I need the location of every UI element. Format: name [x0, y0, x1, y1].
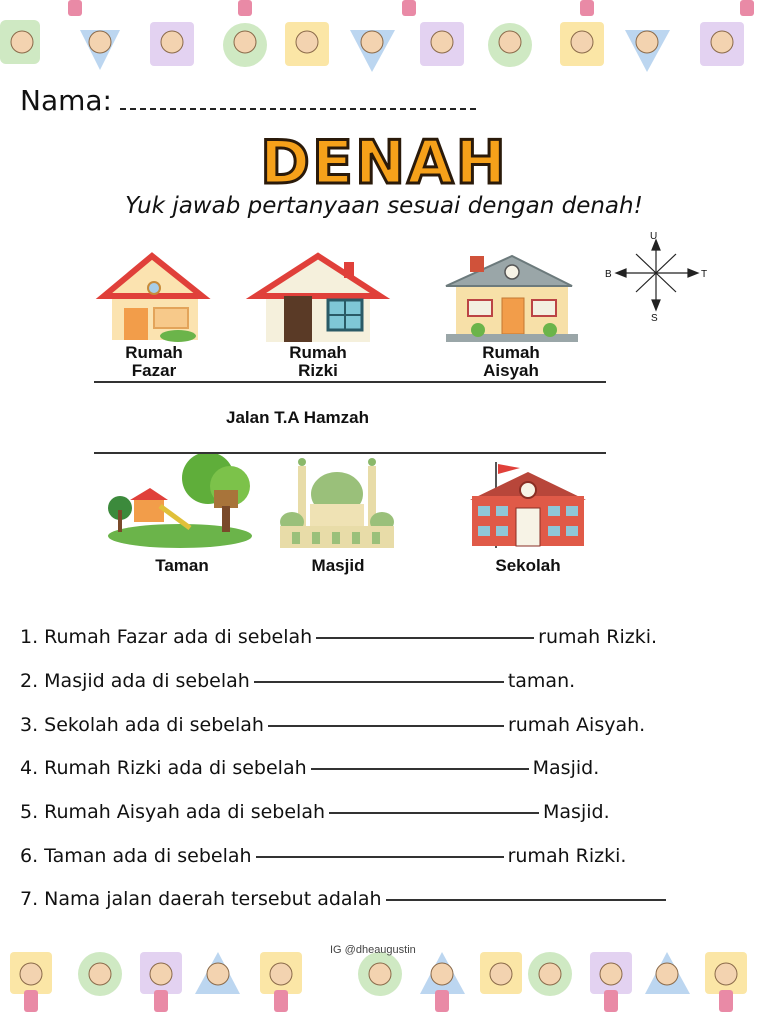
compass-icon	[616, 240, 698, 310]
house-fazar-label	[104, 344, 204, 380]
mosque-icon	[280, 458, 394, 548]
kids-pattern-bottom	[0, 944, 768, 1024]
bottom-border-decoration	[0, 944, 768, 1024]
question-5-text: 5. Rumah Aisyah ada di sebelah	[20, 801, 326, 823]
question-3	[20, 714, 645, 736]
school-icon	[470, 462, 586, 548]
road-top-edge	[94, 381, 606, 383]
question-1-text: 1. Rumah Fazar ada di sebelah	[20, 626, 313, 648]
question-3-text: 3. Sekolah ada di sebelah	[20, 714, 264, 736]
house-fazar-label-line1: Rumah	[125, 343, 183, 362]
question-4	[20, 757, 599, 779]
compass-east-label: T	[701, 269, 708, 280]
house-rizki-label	[268, 344, 368, 380]
name-label: Nama:	[20, 84, 112, 117]
house-fazar-icon	[104, 256, 202, 342]
footer-credit: IG @dheaugustin	[330, 944, 416, 956]
house-aisyah-icon	[446, 256, 578, 342]
question-5-answer-blank[interactable]	[329, 811, 539, 814]
question-1-answer-blank[interactable]	[316, 636, 534, 639]
question-6-answer-blank[interactable]	[256, 855, 504, 858]
question-1	[20, 626, 657, 648]
question-6-text: 6. Taman ada di sebelah	[20, 845, 252, 867]
house-rizki-icon	[256, 256, 380, 342]
mosque-label: Masjid	[311, 556, 365, 575]
compass-west-label: B	[605, 269, 612, 280]
question-5-text-after: Masjid.	[543, 801, 610, 823]
question-7-answer-blank[interactable]	[386, 898, 666, 901]
house-aisyah-label-line2: Aisyah	[483, 361, 539, 380]
road-bottom-edge	[94, 452, 606, 454]
street-name: Jalan T.A Hamzah	[226, 408, 369, 427]
house-rizki-label-line2: Rizki	[298, 361, 338, 380]
question-3-text-after: rumah Aisyah.	[507, 714, 646, 736]
question-7-text: 7. Nama jalan daerah tersebut adalah	[20, 888, 382, 910]
question-5	[20, 801, 610, 823]
park-label: Taman	[155, 556, 209, 575]
question-2-text-after: taman.	[507, 670, 576, 692]
house-aisyah-label	[461, 344, 561, 380]
question-2	[20, 670, 575, 692]
page-subtitle: Yuk jawab pertanyaan sesuai dengan denah!	[125, 193, 643, 219]
house-rizki-label-line1: Rumah	[289, 343, 347, 362]
question-7	[20, 888, 670, 910]
question-3-answer-blank[interactable]	[268, 724, 504, 727]
question-6-text-after: rumah Rizki.	[507, 845, 627, 867]
question-2-text: 2. Masjid ada di sebelah	[20, 670, 250, 692]
question-1-text-after: rumah Rizki.	[538, 626, 658, 648]
question-4-text-after: Masjid.	[532, 757, 600, 779]
page-title: DENAH	[260, 128, 508, 198]
question-4-answer-blank[interactable]	[311, 767, 529, 770]
question-2-answer-blank[interactable]	[254, 680, 504, 683]
compass-south-label: S	[651, 313, 658, 324]
question-4-text: 4. Rumah Rizki ada di sebelah	[20, 757, 307, 779]
house-aisyah-label-line1: Rumah	[482, 343, 540, 362]
school-label: Sekolah	[495, 556, 561, 575]
park-icon	[108, 452, 252, 548]
compass-north-label: U	[650, 231, 658, 242]
house-fazar-label-line2: Fazar	[131, 361, 177, 380]
question-6	[20, 845, 626, 867]
